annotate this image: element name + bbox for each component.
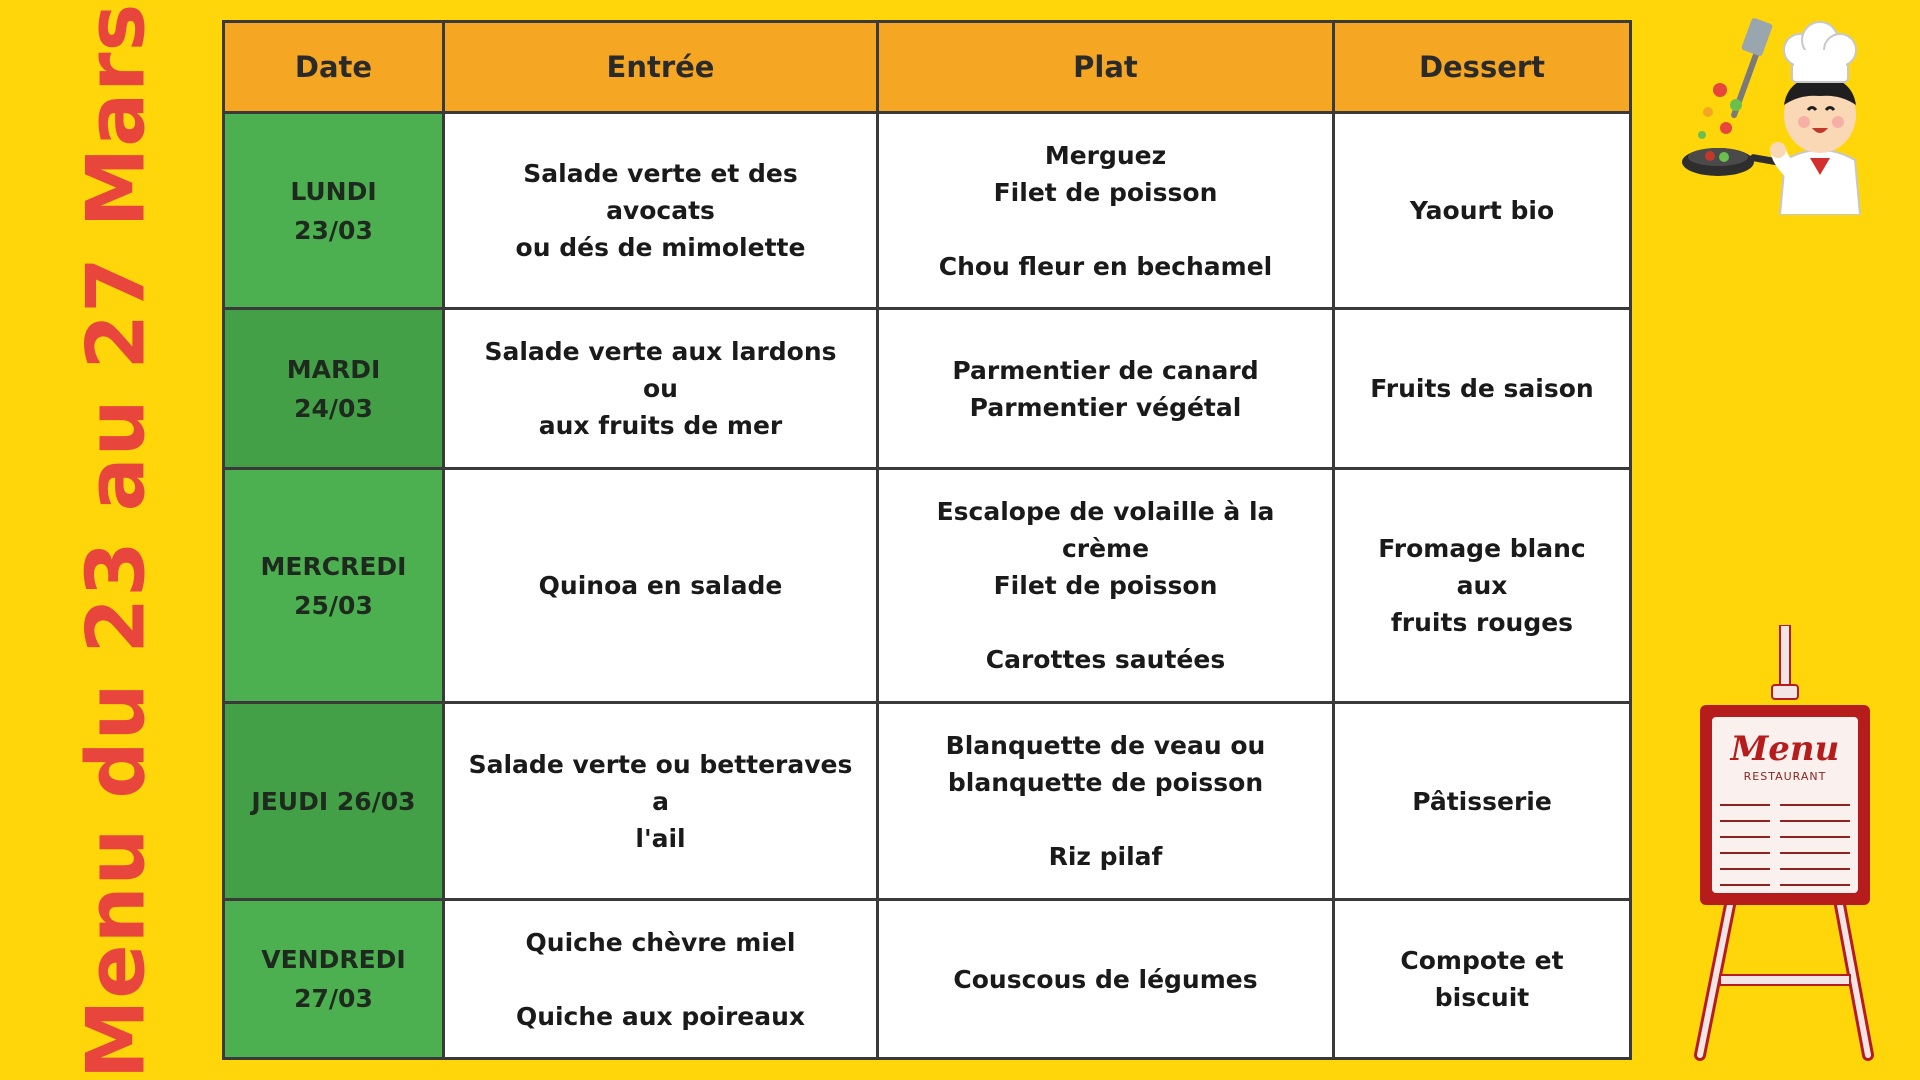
day-entree: Salade verte ou betteraves a l'ail bbox=[444, 703, 878, 900]
day-dessert: Fromage blanc aux fruits rouges bbox=[1334, 469, 1631, 703]
menu-easel-illustration bbox=[1690, 625, 1880, 1065]
day-plat: Merguez Filet de poisson Chou fleur en bechamel bbox=[878, 113, 1334, 309]
table-row bbox=[224, 900, 1631, 1059]
day-plat: Parmentier de canard Parmentier végétal bbox=[878, 309, 1334, 469]
easel-word: Menu bbox=[1730, 729, 1840, 769]
table-row bbox=[224, 309, 1631, 469]
header-row bbox=[224, 22, 1631, 113]
day-entree: Quinoa en salade bbox=[444, 469, 878, 703]
day-entree: Salade verte aux lardons ou aux fruits de mer bbox=[444, 309, 878, 469]
day-entree: Salade verte et des avocats ou dés de mimolette bbox=[444, 113, 878, 309]
day-plat: Blanquette de veau ou blanquette de poisson Riz pilaf bbox=[878, 703, 1334, 900]
day-dessert: Fruits de saison bbox=[1334, 309, 1631, 469]
day-plat: Escalope de volaille à la crème Filet de poisson Carottes sautées bbox=[878, 469, 1334, 703]
table-row bbox=[224, 469, 1631, 703]
chef-illustration bbox=[1680, 10, 1895, 215]
header-date: Date bbox=[224, 22, 444, 113]
day-date: VENDREDI 27/03 bbox=[224, 900, 444, 1059]
table-row bbox=[224, 113, 1631, 309]
header-plat: Plat bbox=[878, 22, 1334, 113]
header-dessert: Dessert bbox=[1334, 22, 1631, 113]
day-dessert: Yaourt bio bbox=[1334, 113, 1631, 309]
day-dessert: Compote et biscuit bbox=[1334, 900, 1631, 1059]
easel-sub: RESTAURANT bbox=[1743, 770, 1827, 783]
day-entree: Quiche chèvre miel Quiche aux poireaux bbox=[444, 900, 878, 1059]
day-plat: Couscous de légumes bbox=[878, 900, 1334, 1059]
day-date: JEUDI 26/03 bbox=[224, 703, 444, 900]
day-date: LUNDI 23/03 bbox=[224, 113, 444, 309]
day-date: MARDI 24/03 bbox=[224, 309, 444, 469]
day-date: MERCREDI 25/03 bbox=[224, 469, 444, 703]
menu-table bbox=[222, 20, 1632, 1060]
table-row bbox=[224, 703, 1631, 900]
header-entree: Entrée bbox=[444, 22, 878, 113]
page-title: Menu du 23 au 27 Mars bbox=[69, 2, 163, 1080]
day-dessert: Pâtisserie bbox=[1334, 703, 1631, 900]
